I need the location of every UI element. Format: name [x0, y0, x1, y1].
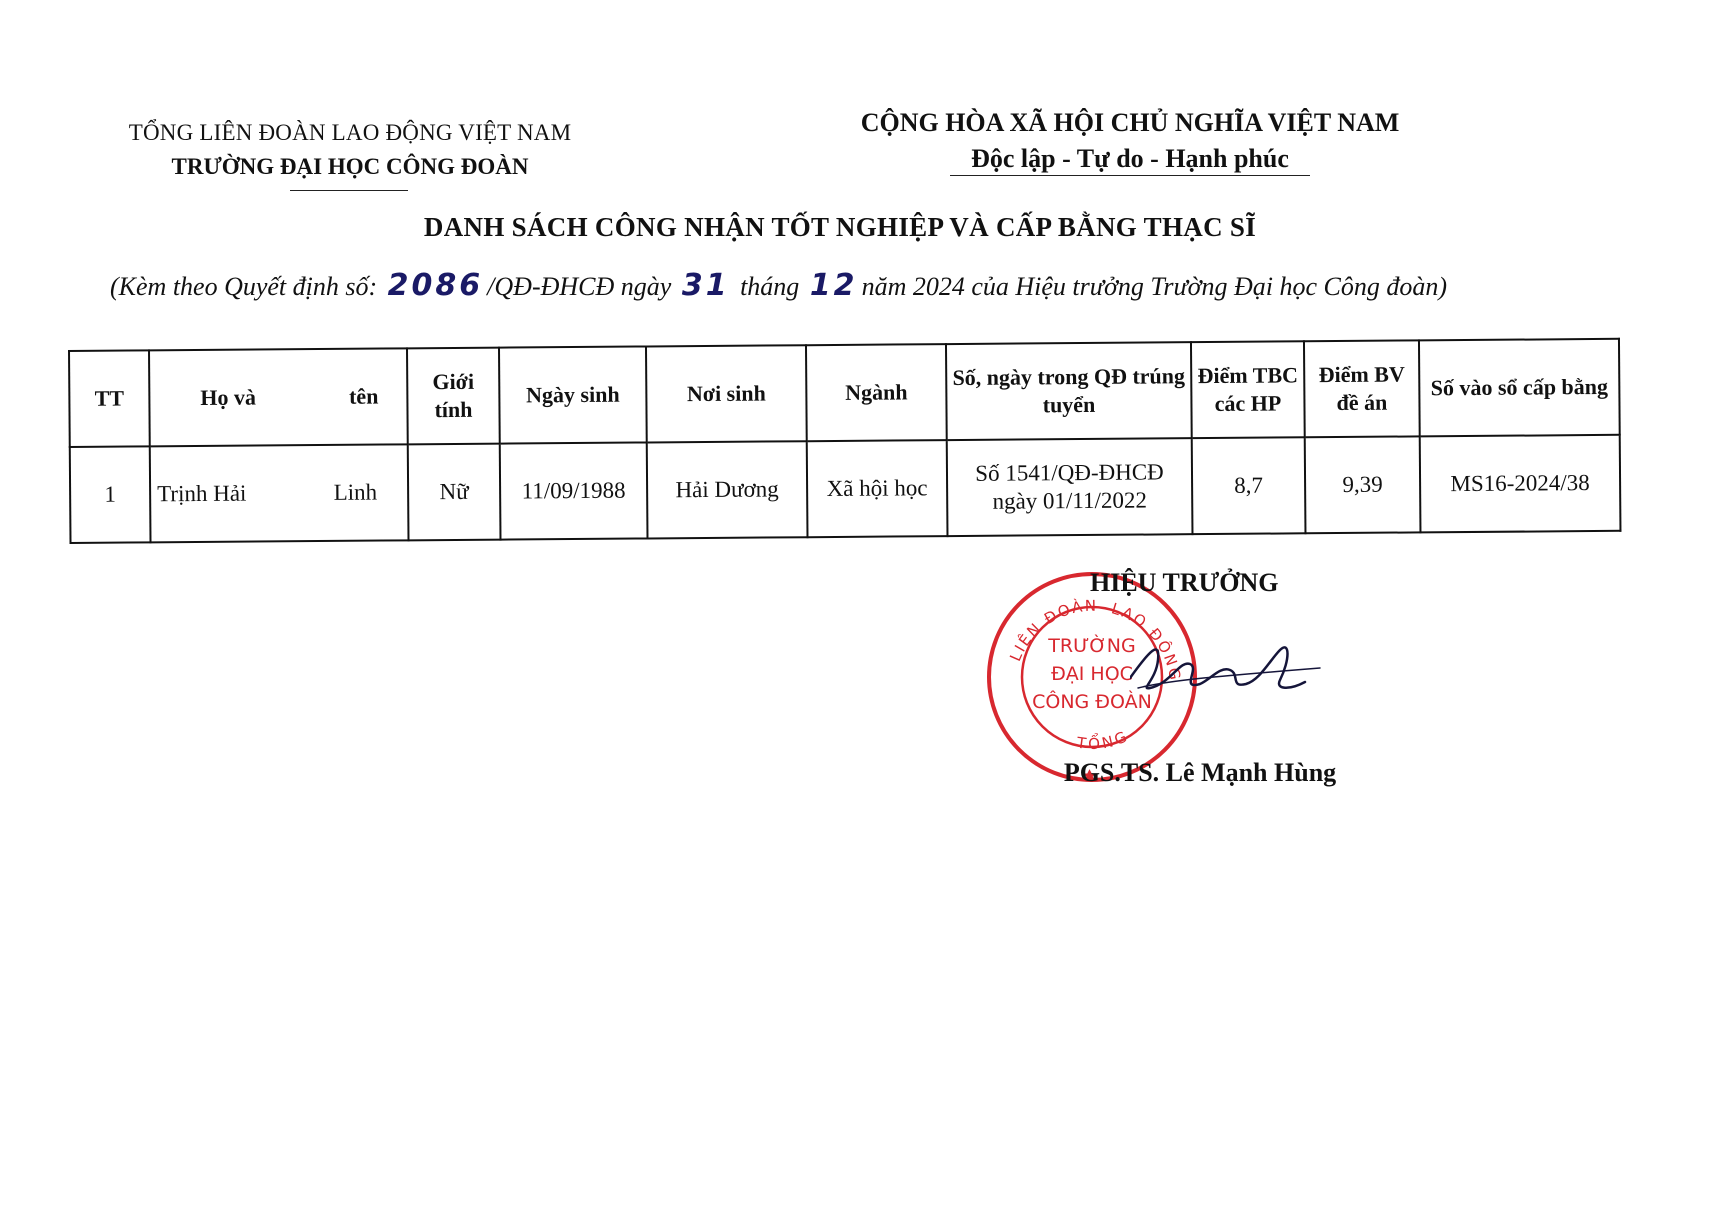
- header-gender: Giới tính: [407, 348, 500, 445]
- motto-underline: [950, 175, 1310, 176]
- cell-tt: 1: [70, 446, 151, 543]
- header-dob: Ngày sinh: [499, 346, 647, 443]
- decision-month: 12: [809, 268, 858, 303]
- seal-ring-left: LIÊN ĐOÀN: [1006, 596, 1099, 664]
- attachment-line: [110, 268, 1610, 303]
- seal-ring-top: LAO ĐỘNG: [1109, 599, 1185, 683]
- cell-major: Xã hội học: [807, 440, 948, 537]
- cell-admission-no: Số 1541/QĐ-ĐHCĐ: [975, 459, 1164, 486]
- header-pob: Nơi sinh: [646, 345, 807, 442]
- attachment-mid2: tháng: [740, 272, 800, 301]
- cell-pob: Hải Dương: [647, 441, 808, 538]
- decision-day: 31: [681, 268, 730, 303]
- organization-underline: [290, 190, 408, 191]
- country-name: CỘNG HÒA XÃ HỘI CHỦ NGHĨA VIỆT NAM: [860, 108, 1400, 137]
- header-name-first: Họ và: [200, 384, 257, 410]
- document-title: DANH SÁCH CÔNG NHẬN TỐT NGHIỆP VÀ CẤP BẰNG THẠC SĨ: [423, 212, 1257, 242]
- cell-gender: Nữ: [408, 444, 501, 541]
- cell-name-first: Trịnh Hải: [157, 480, 247, 507]
- cell-cert-no: MS16-2024/38: [1420, 435, 1621, 533]
- table-row: [70, 435, 1621, 543]
- signature-role: HIỆU TRƯỞNG: [1090, 568, 1279, 597]
- header-tt: TT: [69, 350, 150, 447]
- cell-admission: [947, 438, 1193, 536]
- seal-ring-bottom: TỔNG: [1075, 726, 1133, 754]
- cell-full-name: [150, 444, 409, 542]
- header-gpa: Điểm TBC các HP: [1191, 341, 1305, 438]
- cell-admission-date: ngày 01/11/2022: [992, 487, 1147, 514]
- decision-number: 2086: [387, 268, 484, 303]
- cell-name-last: Linh: [333, 479, 378, 505]
- attachment-prefix: (Kèm theo Quyết định số:: [110, 272, 378, 301]
- seal-center-line1: TRƯỜNG: [1048, 635, 1136, 657]
- graduates-table: [68, 338, 1621, 544]
- header-name-last: tên: [348, 383, 379, 409]
- header-admission: Số, ngày trong QĐ trúng tuyển: [946, 342, 1192, 440]
- organization-name: TRƯỜNG ĐẠI HỌC CÔNG ĐOÀN: [171, 154, 529, 179]
- header-cert-no: Số vào sổ cấp bằng: [1419, 339, 1620, 437]
- seal-center-line2: ĐẠI HỌC: [1051, 663, 1133, 685]
- header-major: Ngành: [806, 344, 947, 441]
- signer-name: PGS.TS. Lê Mạnh Hùng: [1063, 758, 1337, 787]
- attachment-suffix: năm 2024 của Hiệu trưởng Trường Đại học Công đoàn): [861, 272, 1448, 301]
- cell-defense: 9,39: [1305, 436, 1421, 533]
- cell-gpa: 8,7: [1192, 437, 1306, 534]
- national-motto: Độc lập - Tự do - Hạnh phúc: [971, 144, 1289, 173]
- header-full-name: [149, 348, 408, 446]
- seal-center-line3: CÔNG ĐOÀN: [1032, 691, 1152, 713]
- attachment-mid1: /QĐ-ĐHCĐ ngày: [487, 272, 672, 301]
- cell-dob: 11/09/1988: [500, 442, 648, 539]
- parent-organization: TỔNG LIÊN ĐOÀN LAO ĐỘNG VIỆT NAM: [128, 120, 572, 145]
- svg-text:TỔNG: [1075, 727, 1132, 754]
- table-header-row: [69, 339, 1620, 447]
- header-defense: Điểm BV đề án: [1304, 340, 1420, 437]
- handwritten-signature: [1130, 630, 1330, 710]
